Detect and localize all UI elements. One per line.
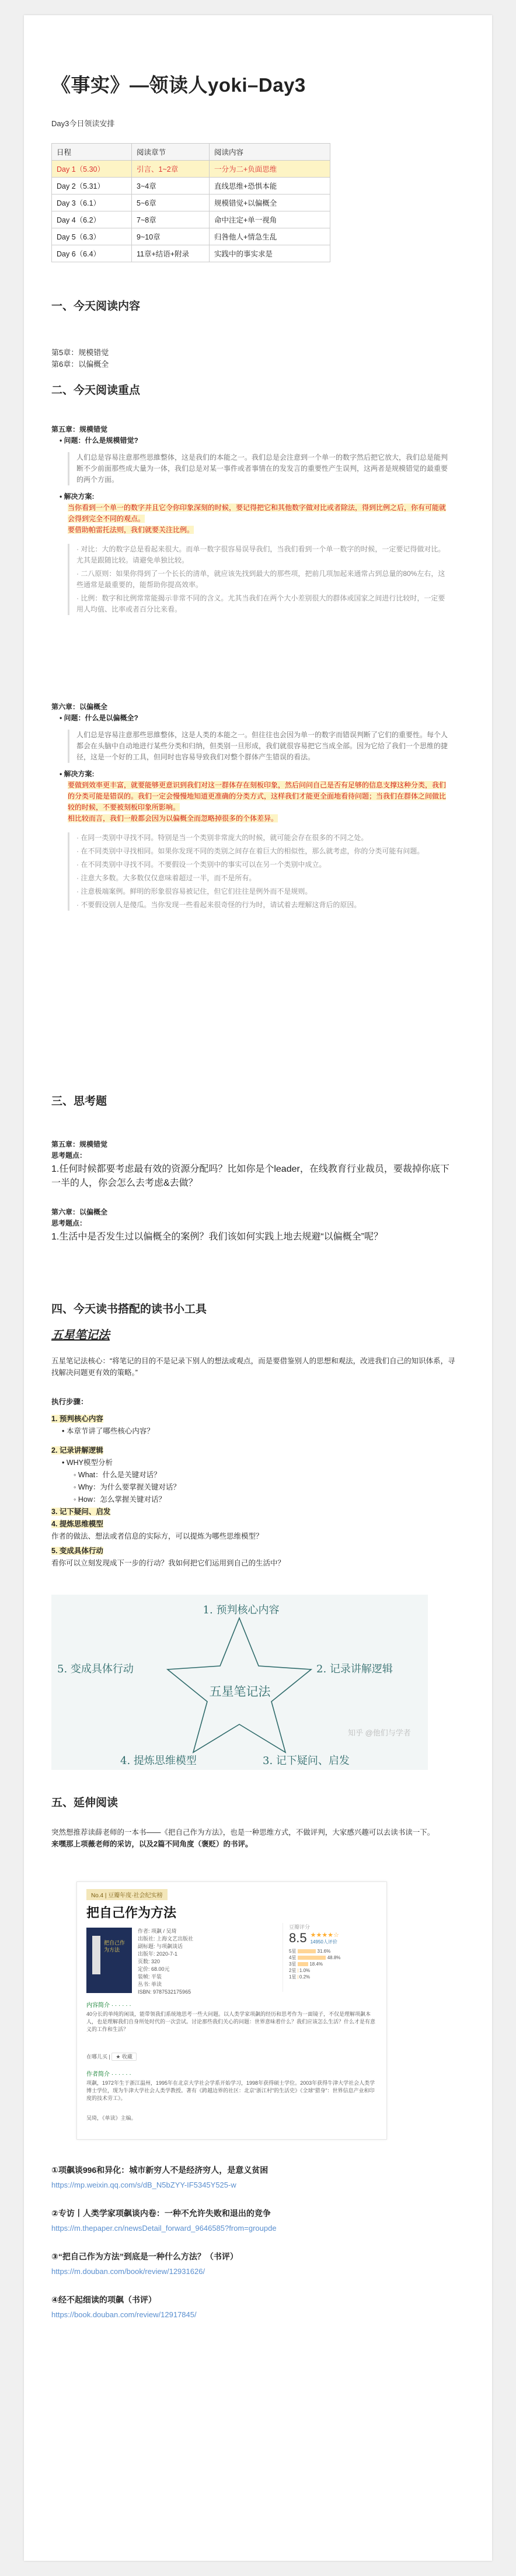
table-cell: 引言、1~2章 bbox=[132, 161, 210, 178]
step-title: 5. 变成具体行动 bbox=[51, 1547, 103, 1555]
page-title: 《事实》—领读人yoki–Day3 bbox=[51, 74, 306, 96]
steps-label: 执行步骤： bbox=[51, 1398, 88, 1406]
bullet-icon: • bbox=[62, 1427, 67, 1435]
thinking-questions bbox=[51, 1139, 460, 1244]
bar-fill bbox=[298, 1949, 316, 1953]
question-text: 人们总是容易注意那些思維整体，这是人类的本能之一。但往往也会因为单一的数字而错误判断了它们的重要性。每个人都会在头脑中自动地进行某些分类和归纳，但类别一旦形成，我们就很容易把它当成全部。因为它给了我们一个思维的捷径，这是一个好的工具，但同时也容易导致我们对整个群体产生错误的看法。 bbox=[68, 730, 450, 763]
table-cell: 直线思维+恐惧本能 bbox=[210, 178, 330, 195]
bar-pct: 1.0% bbox=[299, 1968, 311, 1973]
meta-line: 丛书: 单读 bbox=[138, 1981, 162, 1987]
star-top-label: 1. 预判核心内容 bbox=[203, 1604, 280, 1616]
table-header-cell: 日程 bbox=[52, 144, 132, 161]
table-cell: 命中注定+单一视角 bbox=[210, 211, 330, 228]
document-page bbox=[24, 15, 492, 2561]
detail-item: · 在不同类别中寻找不同。不要假设一个类别中的事实可以在另一个类别中成立。 bbox=[76, 860, 326, 869]
table-cell: 实践中的事实求是 bbox=[210, 245, 330, 262]
question-text: 人们总是容易注意那些思維整体，这是我们的本能之一。我们总是会注意到一个单一的数字然后把它放大，我们总是能判断不少前面那些成大量为一体，我们总是对某一事件或者事情在的发发言的重要性产生误判，这两者是规模错觉的最重要的两个方面。 bbox=[68, 452, 450, 485]
solution-highlight: 当你看到一个单一的数字并且它令你印象深刻的时候，要记得把它和其他数字做对比或者除法，得到比例之后，你有可能就会得到完全不同的观点。 bbox=[68, 504, 447, 523]
book-cover-title: 把自己作为方法 bbox=[104, 1940, 125, 1953]
bullet-icon: ◦ bbox=[74, 1483, 78, 1491]
step-title: 1. 预判核心内容 bbox=[51, 1415, 103, 1423]
think-label: 思考题点： bbox=[51, 1151, 87, 1159]
think-question: 1.生活中是否发生过以偏概全的案例？我们该如何实践上地去规避“以偏概全”呢？ bbox=[51, 1232, 383, 1242]
table-cell: 归咎他人+情急生乱 bbox=[210, 228, 330, 245]
table-cell: Day 5（6.3） bbox=[52, 228, 132, 245]
table-cell: Day 4（6.2） bbox=[52, 211, 132, 228]
bar-pct: 0.2% bbox=[299, 1974, 311, 1980]
paragraph: 突然想推荐读薛老师的一本书——《把自己作为方法》，也是一种思维方式，不做评判，大家感兴趣可以去读书读一下。 bbox=[51, 1828, 435, 1836]
detail-item: · 注意极端案例。鲜明的形象很容易被记住，但它们往往是例外而不是规则。 bbox=[76, 887, 312, 895]
share-row bbox=[86, 2053, 137, 2060]
book-title: 把自己作为方法 bbox=[86, 1905, 177, 1920]
step-detail: Why：为什么要掌握关键对话？ bbox=[78, 1483, 180, 1491]
star-bottom-right-label: 3. 记下疑问、启发 bbox=[263, 1755, 350, 1767]
intro-label: 内容简介 · · · · · · bbox=[86, 2002, 131, 2009]
schedule-table bbox=[51, 143, 330, 262]
bar-label: 5星 bbox=[289, 1949, 297, 1954]
question-label: 问题：什么是规模错觉? bbox=[64, 436, 138, 445]
link-title: ④经不起细读的项飙（书评） bbox=[51, 2295, 156, 2304]
links-list bbox=[51, 2164, 472, 2321]
star-bottom-left-label: 4. 提炼思维模型 bbox=[120, 1755, 197, 1767]
detail-block bbox=[68, 832, 450, 911]
solution-label: 解决方案: bbox=[64, 492, 95, 501]
table-cell: Day 3（6.1） bbox=[52, 195, 132, 211]
bar-label: 2星 bbox=[289, 1968, 297, 1973]
step-detail: How：怎么掌握关键对话？ bbox=[78, 1495, 166, 1504]
bar-fill bbox=[298, 1956, 326, 1960]
meta-line: 出版年: 2020-7-1 bbox=[138, 1951, 178, 1957]
meta-line: 装帧: 平装 bbox=[138, 1974, 162, 1980]
link-url[interactable]: https://mp.weixin.qq.com/s/dB_N5bZYY-IF5345Y525-w bbox=[51, 2181, 236, 2189]
detail-item: · 不要假设别人是傻瓜。当你发现一些看起来很奇怪的行为时，请试着去理解这背后的原因。 bbox=[76, 901, 361, 909]
schedule-heading: Day3今日领读安排 bbox=[51, 119, 115, 128]
watermark: 知乎 @他们与学者 bbox=[348, 1728, 411, 1737]
link-url[interactable]: https://m.douban.com/book/review/12931626/ bbox=[51, 2267, 205, 2276]
rating-votes: 14950人评价 bbox=[310, 1939, 337, 1945]
think-question: 1.任何时候都要考虑最有效的资源分配吗？比如你是个leader，在线教育行业裁员，要裁掉你底下一半的人，你会怎么去考虑&去做？ bbox=[51, 1164, 449, 1188]
book-card bbox=[76, 1881, 387, 2140]
bullet-icon: • bbox=[60, 436, 64, 445]
paragraph: 来嘿那上项薇老师的采访，以及2篇不同角度（褒贬）的书评。 bbox=[51, 1840, 253, 1848]
question-label: 问题：什么是以偏概全? bbox=[64, 714, 138, 722]
table-cell: Day 6（6.4） bbox=[52, 245, 132, 262]
star-right-label: 2. 记录讲解逻辑 bbox=[316, 1663, 393, 1675]
detail-item: · 对比：大的数字总是看起来很大。而单一数字很容易误导我们，当我们看到一个单一数字的时候，一定要记得做对比。尤其是跟随比较。请避免单独比较。 bbox=[76, 545, 445, 564]
solution-label: 解决方案: bbox=[64, 770, 95, 778]
step-detail: What：什么是关键对话？ bbox=[78, 1471, 161, 1479]
five-star-diagram bbox=[51, 1595, 428, 1770]
bullet-icon: ◦ bbox=[74, 1495, 78, 1504]
rating-bars bbox=[289, 1948, 382, 1980]
bar-label: 1星 bbox=[289, 1974, 297, 1980]
table-cell: 规模错觉+以偏概全 bbox=[210, 195, 330, 211]
detail-item: · 注意大多数。大多数仅仅意味着超过一半，而不是所有。 bbox=[76, 874, 256, 882]
rating-stars: ★★★★☆ bbox=[310, 1932, 339, 1939]
book-cover bbox=[86, 1928, 132, 1993]
section-title-thinking: 三、思考题 bbox=[51, 1095, 107, 1108]
star-center-label: 五星笔记法 bbox=[209, 1685, 271, 1699]
table-cell: 5~6章 bbox=[132, 195, 210, 211]
step-detail: 看你可以立刻发现成下一步的行动？我如何把它们运用到自己的生活中？ bbox=[51, 1559, 285, 1567]
chapter-label: 第六章：以偏概全 bbox=[51, 703, 108, 711]
bar-label: 3星 bbox=[289, 1961, 297, 1967]
bullet-icon: • bbox=[60, 492, 64, 501]
share-button[interactable]: ★ 收藏 bbox=[111, 2053, 137, 2061]
section-title-focus: 二、今天阅读重点 bbox=[51, 384, 141, 397]
table-row bbox=[52, 245, 330, 262]
detail-item: · 比例：数字和比例常常能揭示非常不同的含义。尤其当我们在两个大小差别很大的群体或国家之间进行比较时，一定要用人均值、比率或者百分比来看。 bbox=[76, 594, 445, 613]
rating-label: 豆瓣评分 bbox=[289, 1924, 311, 1930]
detail-item: · 二八原则：如果你得到了一个长长的清单，就应该先找到最大的那些项，把前几项加起来通常占到总量的80%左右，这些通常是最重要的，能帮助你提高效率。 bbox=[76, 570, 445, 589]
chapter6-focus bbox=[51, 702, 460, 911]
meta-line: 作者: 项飙 / 吴琦 bbox=[138, 1928, 177, 1934]
table-header-cell: 阅读内容 bbox=[210, 144, 330, 161]
bullet-icon: ◦ bbox=[74, 1471, 78, 1479]
table-row bbox=[52, 178, 330, 195]
bar-pct: 48.8% bbox=[327, 1955, 341, 1960]
chapter5-focus bbox=[51, 424, 460, 615]
step-detail: 作者的做法、想法或者信息的实际方，可以提炼为哪些思维模型？ bbox=[51, 1532, 263, 1540]
star-left-label: 5. 变成具体行动 bbox=[57, 1663, 134, 1675]
link-url[interactable]: https://m.thepaper.cn/newsDetail_forward_9646585?from=groupde bbox=[51, 2224, 277, 2233]
table-row bbox=[52, 161, 330, 178]
tool-intro: 五星笔记法核心：“将笔记的目的不是记录下别人的想法或观点，而是要借鉴别人的思想和观法，改进我们自己的知识体系，寻找解决问题更有效的策略。” bbox=[51, 1357, 455, 1377]
author-text-2: 吴琦，《单读》主编。 bbox=[86, 2115, 137, 2121]
bar-label: 4星 bbox=[289, 1955, 297, 1960]
detail-item: · 在同一类别中寻找不同。特别是当一个类别非常庞大的时候，就可能会存在很多的不同之处。 bbox=[76, 834, 368, 842]
chapter-label: 第六章：以偏概全 bbox=[51, 1208, 108, 1216]
rating-value: 8.5 bbox=[289, 1931, 307, 1945]
share-label: 在哪儿买 | bbox=[86, 2054, 112, 2060]
meta-line: ISBN: 9787532175965 bbox=[138, 1989, 191, 1995]
table-cell: Day 1（5.30） bbox=[52, 161, 132, 178]
reading-list bbox=[51, 347, 109, 370]
chapter-label: 第五章：规模错觉 bbox=[51, 425, 108, 433]
table-cell: 9~10章 bbox=[132, 228, 210, 245]
link-title: ③“把自己作为方法”到底是一种什么方法？（书评） bbox=[51, 2252, 238, 2261]
table-row bbox=[52, 195, 330, 211]
solution-highlight: 相比较而言，我们一般都会因为以偏概全而忽略掉很多的个体差异。 bbox=[68, 814, 278, 822]
bullet-icon: • bbox=[60, 770, 64, 778]
section-title-extended: 五、延伸阅读 bbox=[51, 1797, 118, 1809]
author-label: 作者简介 · · · · · · bbox=[86, 2071, 131, 2078]
table-cell: 11章+结语+附录 bbox=[132, 245, 210, 262]
table-header-cell: 阅读章节 bbox=[132, 144, 210, 161]
book-banner: No.4 | 豆瓣年度·社会纪实榜 bbox=[86, 1889, 168, 1900]
solution-highlight: 要做到效率更丰富，就要能够更意识到我们对这一群体存在刻板印象，然后问问自己是否有足够的信息支撑这种分类，我们的分类可能是错误的。我们一定会慢慢地知道更准确的分类方式，这样我们才能更全面地看待问题；当我们在群体之间做比较的时候，不要被刻板印象所影响。 bbox=[68, 781, 447, 811]
detail-block bbox=[68, 544, 450, 615]
table-header-row bbox=[52, 144, 330, 161]
bar-pct: 31.6% bbox=[317, 1949, 331, 1954]
link-url[interactable]: https://book.douban.com/review/12917845/ bbox=[51, 2310, 197, 2319]
list-item: 第6章：以偏概全 bbox=[51, 360, 109, 369]
section-title-tool: 四、今天读书搭配的读书小工具 bbox=[51, 1303, 207, 1315]
meta-line: 页数: 320 bbox=[138, 1959, 161, 1964]
bullet-icon: • bbox=[60, 714, 64, 722]
link-title: ②专访丨人类学家项飙谈内卷：一种不允许失败和退出的竞争 bbox=[51, 2209, 271, 2218]
rating-box bbox=[283, 1923, 382, 1992]
step-title: 2. 记录讲解逻辑 bbox=[51, 1446, 103, 1454]
meta-line: 出版社: 上海文艺出版社 bbox=[138, 1936, 194, 1942]
solution-highlight: 要借助帕雷托法则，我们就要关注比例。 bbox=[68, 526, 194, 534]
step-detail: 本章节讲了哪些核心内容？ bbox=[66, 1427, 154, 1435]
table-row bbox=[52, 228, 330, 245]
intro-text: 40分长的单纯的闲谈，能带领我们系统地思考一些大问题。以人类学家项飙的经历和思考作为一面镜子，不仅是理解项飙本人，也是理解我们自身所处时代的一次尝试。讨论那些我们关心的问题：世界意味着什么？我们应该怎么生活？什么才是有意义的工作和生活？ bbox=[86, 2011, 376, 2032]
table-row bbox=[52, 211, 330, 228]
step-title: 4. 提炼思维模型 bbox=[51, 1520, 103, 1528]
chapter-label: 第五章：规模错觉 bbox=[51, 1140, 108, 1148]
tool-steps bbox=[51, 1396, 460, 1570]
table-cell: 一分为二+负面思维 bbox=[210, 161, 330, 178]
table-cell: 3~4章 bbox=[132, 178, 210, 195]
tool-title: 五星笔记法 bbox=[51, 1329, 110, 1342]
book-meta bbox=[138, 1928, 193, 1996]
meta-line: 副标题: 与项飙谈话 bbox=[138, 1943, 183, 1949]
step-detail: WHY模型分析 bbox=[66, 1459, 113, 1467]
table-cell: Day 2（5.31） bbox=[52, 178, 132, 195]
link-title: ①项飙谈996和异化：城市新穷人不是经济穷人，是意义贫困 bbox=[51, 2165, 269, 2175]
meta-line: 定价: 68.00元 bbox=[138, 1966, 170, 1972]
bullet-icon: • bbox=[62, 1459, 67, 1467]
bar-fill bbox=[298, 1962, 308, 1966]
bar-pct: 18.4% bbox=[309, 1961, 323, 1967]
author-text: 项飙，1972年生于浙江温州，1995年在北京大学社会学系开始学习，1998年获得硕士学位。2003年获得牛津大学社会人类学博士学位，现为牛津大学社会人类学教授。著有《跨越边界的社区：北京“浙江村”的生活史》《全球“猎身”：世界信息产业和印度的技术劳工》。 bbox=[86, 2080, 375, 2101]
step-title: 3. 记下疑问、启发 bbox=[51, 1508, 111, 1516]
section-title-reading: 一、今天阅读内容 bbox=[51, 300, 141, 313]
list-item: 第5章：规模错觉 bbox=[51, 348, 109, 357]
think-label: 思考题点： bbox=[51, 1219, 87, 1227]
table-cell: 7~8章 bbox=[132, 211, 210, 228]
extended-intro bbox=[51, 1827, 460, 1850]
detail-item: · 在不同类别中寻找相同。如果你发现不同的类别之间存在着巨大的相似性，那么就考虑，你的分类可能有问题。 bbox=[76, 847, 424, 855]
